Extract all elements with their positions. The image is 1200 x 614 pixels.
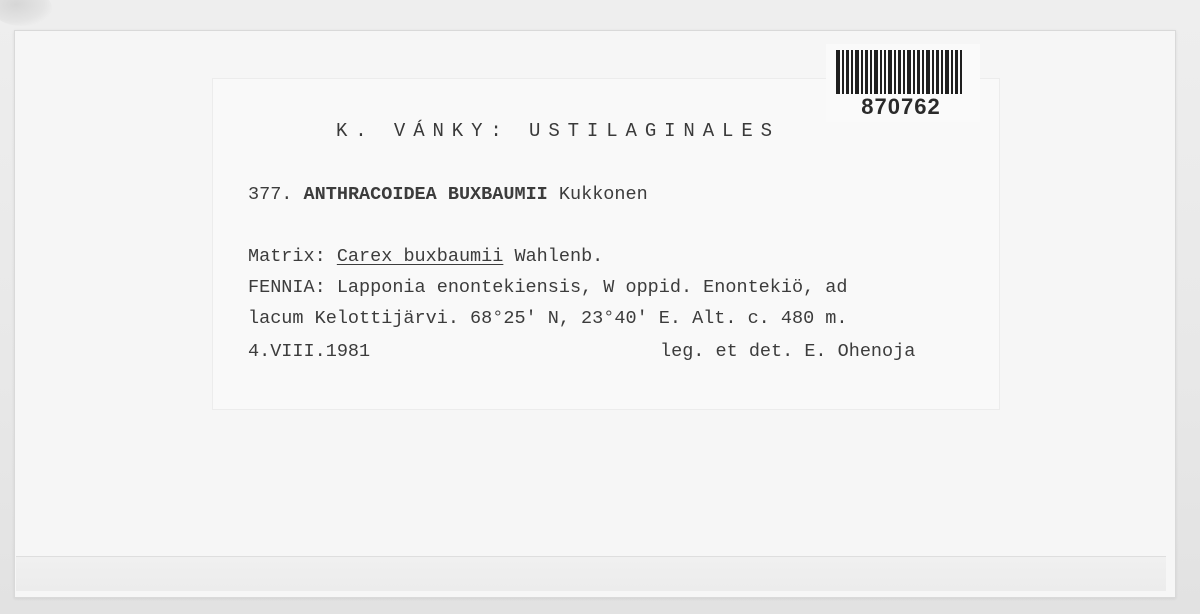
species-number: 377. [248,184,293,205]
collection-date: 4.VIII.1981 [248,341,371,362]
species-line [248,184,648,205]
barcode-icon [836,50,962,94]
species-name: ANTHRACOIDEA BUXBAUMII [303,184,548,205]
matrix-host: Carex buxbaumii [336,246,504,267]
species-author: Kukkonen [558,184,648,205]
matrix-prefix: Matrix: [248,246,326,267]
matrix-line [248,246,603,267]
barcode-number: 870762 [861,94,941,119]
matrix-host-author: Wahlenb. [514,246,604,267]
barcode-label [826,44,980,122]
locality-line-2: lacum Kelottijärvi. 68°25' N, 23°40' E. Alt. c. 480 m. [248,308,848,329]
series-title: K. VÁNKY: USTILAGINALES [336,120,780,142]
collector-credit: leg. et det. E. Ohenoja [660,341,916,362]
envelope-flap [16,556,1166,591]
locality-line-1: FENNIA: Lapponia enontekiensis, W oppid. Enontekiö, ad [248,277,848,298]
